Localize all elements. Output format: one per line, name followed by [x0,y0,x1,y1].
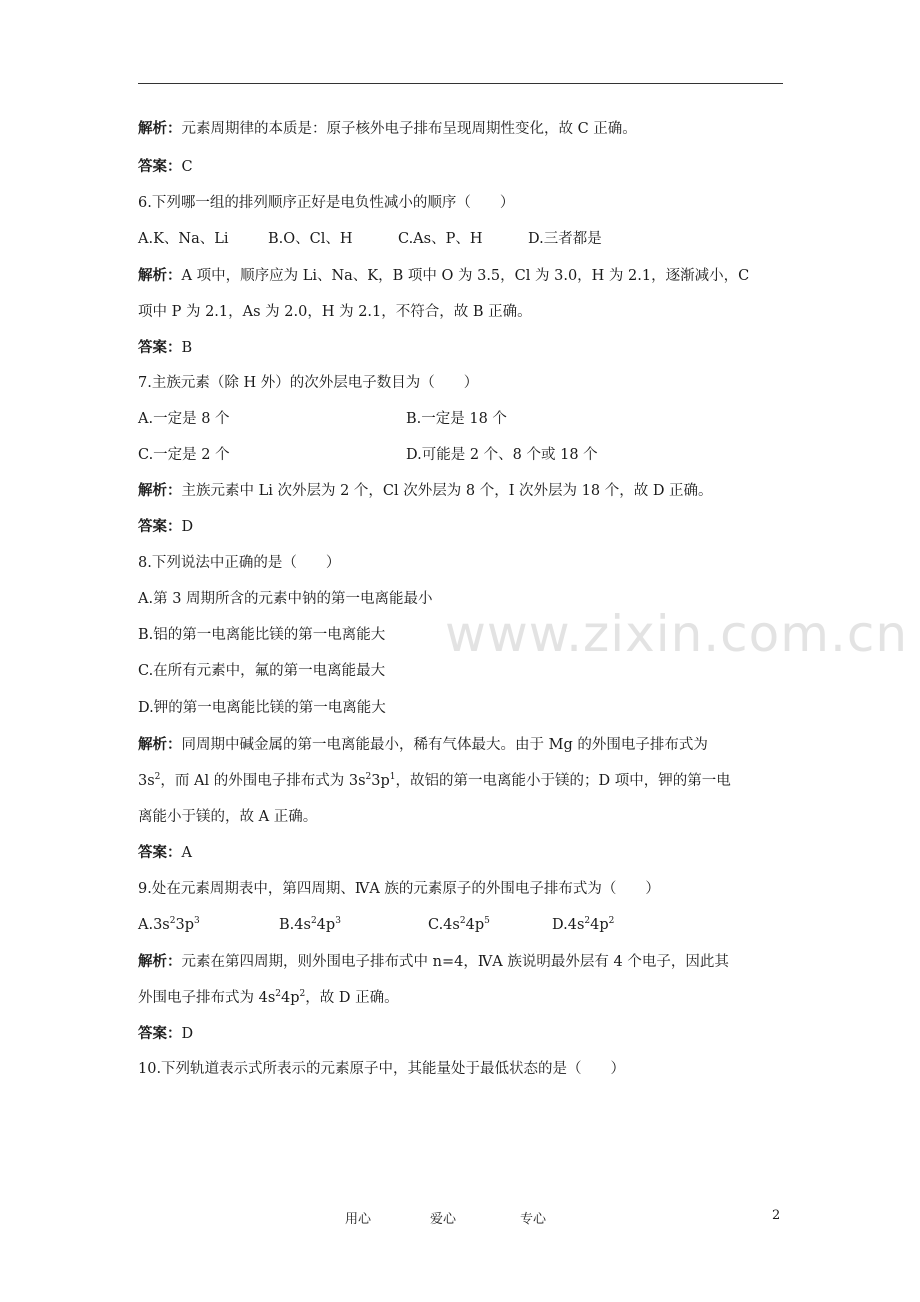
q8-question: 8.下列说法中正确的是（ ） [138,555,341,571]
q6-analysis-line2: 项中 P 为 2.1，As 为 2.0，H 为 2.1，不符合，故 B 正确。 [138,304,532,320]
answer-label: 答案： [138,1026,182,1042]
q9-options [138,915,638,935]
q9-analysis-line2: 外围电子排布式为 $4s^24p^2$，故 D 正确。 [138,989,399,1006]
q7-analysis: 解析：主族元素中 Li 次外层为 2 个，Cl 次外层为 8 个，I 次外层为 18 个，故 D 正确。 [138,483,713,499]
q8-option-b: B.铝的第一电离能比镁的第一电离能大 [138,627,386,643]
q8-option-d: D.钾的第一电离能比镁的第一电离能大 [138,700,386,716]
q8-analysis-line3: 离能小于镁的，故 A 正确。 [138,809,318,825]
analysis-label: 解析： [138,954,182,970]
q9-analysis-line1: 解析：元素在第四周期，则外围电子排布式中 n=4，ⅣA 族说明最外层有 4 个电子，因此其 [138,954,729,970]
q6-answer: 答案：B [138,340,193,356]
q8-answer: 答案：A [138,845,192,861]
q5-answer: 答案：C [138,159,193,175]
q9-answer: 答案：D [138,1026,194,1042]
answer-label: 答案： [138,845,182,861]
q9-option-a: $A.3s^23p^3$ [138,916,200,933]
q6-option-c: C.As、P、H [398,231,483,247]
q7-option-d: D.可能是 2 个、8 个或 18 个 [406,447,598,463]
q7-options-row2 [138,445,638,465]
q6-analysis-line1: 解析：A 项中，顺序应为 Li、Na、K，B 项中 O 为 3.5，Cl 为 3.0，H 为 2.1，逐渐减小，C [138,268,750,284]
analysis-label: 解析： [138,121,182,137]
footer-right: 专心 [520,1212,547,1227]
q8-analysis-line2: $3s^2$，而 Al 的外围电子排布式为 $3s^23p^1$，故铝的第一电离能小于镁的；D 项中，钾的第一电 [138,772,731,789]
q5-analysis: 解析：元素周期律的本质是：原子核外电子排布呈现周期性变化，故 C 正确。 [138,121,637,137]
q9-option-b: $B.4s^24p^3$ [279,916,341,933]
analysis-label: 解析： [138,737,182,753]
q6-option-a: A.K、Na、Li [138,231,229,247]
q7-question: 7.主族元素（除 H 外）的次外层电子数目为（ ） [138,375,479,391]
q7-answer: 答案：D [138,519,194,535]
q6-question: 6.下列哪一组的排列顺序正好是电负性减小的顺序（ ） [138,195,515,211]
q7-options-row1 [138,409,638,429]
footer-left: 用心 [345,1212,372,1227]
watermark: www.zixin.com.cn [445,605,909,663]
q8-option-a: A.第 3 周期所含的元素中钠的第一电离能最小 [138,591,433,607]
footer-middle: 爱心 [430,1212,457,1227]
q6-options [138,229,638,249]
q9-question: 9.处在元素周期表中，第四周期、ⅣA 族的元素原子的外围电子排布式为（ ） [138,881,660,897]
q7-option-b: B.一定是 18 个 [406,411,507,427]
q9-option-c: $C.4s^24p^5$ [428,916,490,933]
q8-analysis-line1: 解析：同周期中碱金属的第一电离能最小，稀有气体最大。由于 Mg 的外围电子排布式为 [138,737,708,753]
answer-label: 答案： [138,159,182,175]
analysis-label: 解析： [138,483,182,499]
page-number: 2 [772,1208,781,1223]
q7-option-c: C.一定是 2 个 [138,447,230,463]
q10-question: 10.下列轨道表示式所表示的元素原子中，其能量处于最低状态的是（ ） [138,1061,626,1077]
q8-option-c: C.在所有元素中，氟的第一电离能最大 [138,663,386,679]
header-rule [138,83,783,84]
q6-option-b: B.O、Cl、H [268,231,353,247]
q9-option-d: $D.4s^24p^2$ [552,916,615,933]
analysis-label: 解析： [138,268,182,284]
q6-option-d: D.三者都是 [528,231,602,247]
q7-option-a: A.一定是 8 个 [138,411,230,427]
answer-label: 答案： [138,519,182,535]
answer-label: 答案： [138,340,182,356]
